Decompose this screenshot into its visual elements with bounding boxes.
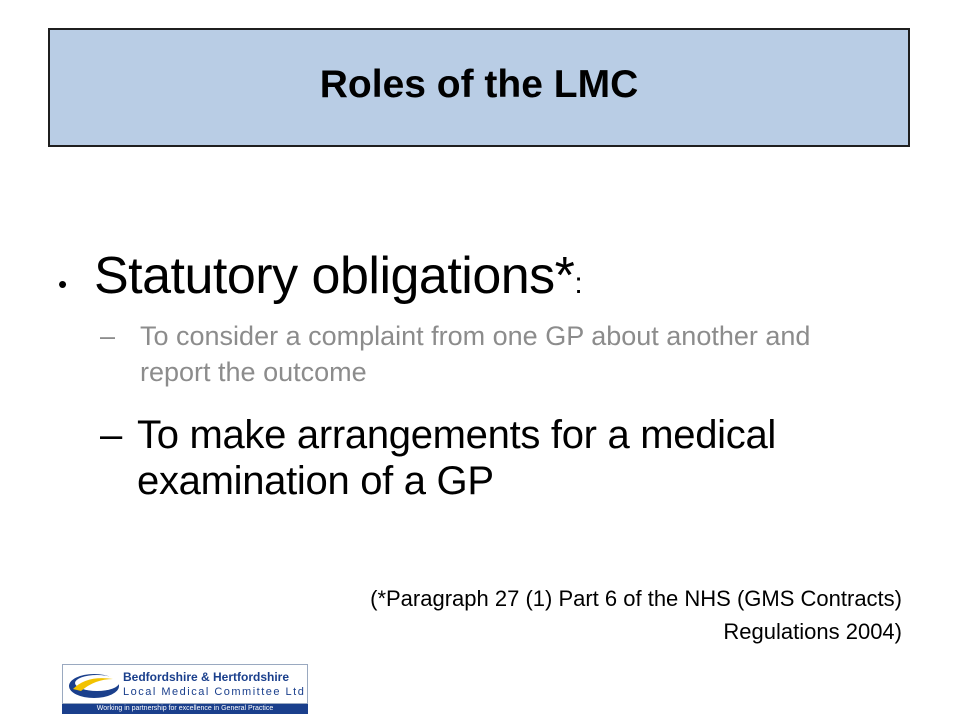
logo-tagline: Working in partnership for excellence in General Practice	[62, 704, 308, 714]
bullet-heading: Statutory obligations*	[94, 247, 575, 305]
logo-frame	[62, 664, 308, 704]
footnote-line-2: Regulations 2004)	[723, 619, 902, 644]
logo-name-line-2: Local Medical Committee Ltd	[123, 686, 306, 698]
sub-bullet-examination	[100, 412, 877, 504]
logo-swoosh-icon	[67, 669, 121, 701]
main-bullet	[58, 246, 583, 306]
slide-title: Roles of the LMC	[319, 62, 639, 106]
sub-bullet-marker: –	[100, 321, 116, 351]
footnote-line-1: (*Paragraph 27 (1) Part 6 of the NHS (GMS Contracts)	[370, 586, 902, 611]
sub-bullet-marker: –	[100, 413, 122, 457]
sub-bullet-text: To make arrangements for a medical examination of a GP	[137, 413, 776, 503]
lmc-logo	[62, 664, 308, 712]
bullet-colon: :	[574, 267, 583, 300]
slide-title-box	[48, 28, 910, 147]
sub-bullet-text: To consider a complaint from one GP about another and report the outcome	[140, 321, 811, 387]
bullet-marker: •	[58, 269, 68, 299]
logo-name-line-1: Bedfordshire & Hertfordshire	[123, 670, 290, 684]
footnote	[142, 582, 902, 648]
sub-bullet-complaint	[100, 318, 880, 390]
